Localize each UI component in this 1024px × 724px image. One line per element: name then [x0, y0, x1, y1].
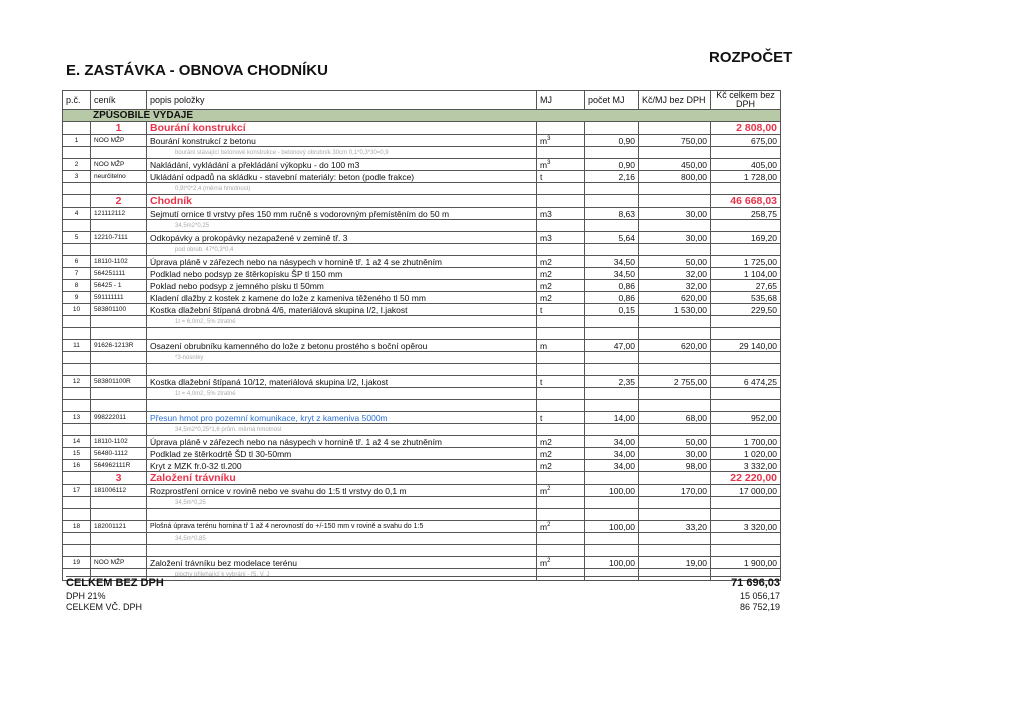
- row-quantity: 100,00: [585, 521, 639, 533]
- table-header-row: [63, 91, 781, 110]
- row-description: Odkopávky a prokopávky nezapažené v zemině tř. 3: [147, 232, 537, 244]
- row-number: 9: [63, 292, 91, 304]
- group-row: [63, 122, 781, 135]
- summary-vat-row: [66, 591, 780, 602]
- row-quantity: 2,35: [585, 376, 639, 388]
- row-description: Kostka dlažební štípaná 10/12, materiálová skupina I/2, I.jakost: [147, 376, 537, 388]
- row-unit: m3: [537, 232, 585, 244]
- table-row: [63, 557, 781, 569]
- row-number: 5: [63, 232, 91, 244]
- detail-text: *3-nosníky: [147, 352, 537, 364]
- row-unit: m: [537, 340, 585, 352]
- section-label: ZPŮSOBILÉ VÝDAJE: [63, 110, 781, 122]
- row-unit: $m^2$: [537, 557, 585, 569]
- row-description: Rozprostření ornice v rovině nebo ve svahu do 1:5 tl vrstvy do 0,1 m: [147, 485, 537, 497]
- row-description: Podklad nebo podsyp ze štěrkopísku ŠP tl 150 mm: [147, 268, 537, 280]
- row-code: 12210-7111: [91, 232, 147, 244]
- table-row: [63, 485, 781, 497]
- row-unit-price: 32,00: [639, 268, 711, 280]
- row-code: 121112112: [91, 208, 147, 220]
- row-description: Kryt z MZK fr.0-32 tl.200: [147, 460, 537, 472]
- detail-text: 34,5m2*0,25: [147, 220, 537, 232]
- row-description: Úprava pláně v zářezech nebo na násypech v hornině tř. 1 až 4 se zhutněním: [147, 256, 537, 268]
- detail-text: 34,5m*0,25: [147, 497, 537, 509]
- row-unit-price: 50,00: [639, 256, 711, 268]
- spacer-row: [63, 364, 781, 376]
- table-row: [63, 448, 781, 460]
- row-unit-price: 1 530,00: [639, 304, 711, 316]
- row-total: 1 020,00: [711, 448, 781, 460]
- row-total: 1 725,00: [711, 256, 781, 268]
- summary-grand-row: [66, 602, 780, 613]
- row-total: 952,00: [711, 412, 781, 424]
- row-quantity: 0,15: [585, 304, 639, 316]
- row-description: Přesun hmot pro pozemní komunikace, kryt z kameniva 5000m: [147, 412, 537, 424]
- detail-text: 1t = 4,0m2, 5% ztratné: [147, 388, 537, 400]
- row-code: 181006112: [91, 485, 147, 497]
- row-total: 3 320,00: [711, 521, 781, 533]
- col-header-popis: popis položky: [147, 91, 537, 110]
- row-quantity: 34,00: [585, 436, 639, 448]
- row-description: Kostka dlažební štípaná drobná 4/6, materiálová skupina I/2, I.jakost: [147, 304, 537, 316]
- detail-text: 1t = 6,0m2, 5% ztratné: [147, 316, 537, 328]
- table-row: [63, 412, 781, 424]
- row-number: 18: [63, 521, 91, 533]
- detail-text: plochy přilehající k vybrání - ř5, V, J: [147, 569, 537, 581]
- row-number: 10: [63, 304, 91, 316]
- summary-block: [66, 576, 780, 613]
- row-unit-price: 68,00: [639, 412, 711, 424]
- row-unit: $m^2$: [537, 521, 585, 533]
- row-unit-price: 98,00: [639, 460, 711, 472]
- row-code: NOO MŽP: [91, 135, 147, 147]
- row-number: 1: [63, 135, 91, 147]
- group-total: 46 668,03: [711, 195, 781, 208]
- row-total: 1 700,00: [711, 436, 781, 448]
- table-row: [63, 340, 781, 352]
- row-description: Bourání konstrukcí z betonu: [147, 135, 537, 147]
- row-code: 91626-1213R: [91, 340, 147, 352]
- row-unit-price: 800,00: [639, 171, 711, 183]
- row-code: 18110-1102: [91, 436, 147, 448]
- row-number: 3: [63, 171, 91, 183]
- detail-row: [63, 497, 781, 509]
- table-row: [63, 208, 781, 220]
- table-row: [63, 268, 781, 280]
- row-unit-price: 170,00: [639, 485, 711, 497]
- row-code: neurčitelno: [91, 171, 147, 183]
- row-unit-price: 19,00: [639, 557, 711, 569]
- detail-text: 34,5m*0,85: [147, 533, 537, 545]
- detail-row: [63, 316, 781, 328]
- budget-table: [62, 90, 781, 581]
- row-code: 583801100R: [91, 376, 147, 388]
- table-row: [63, 159, 781, 171]
- row-number: 13: [63, 412, 91, 424]
- row-description: Osazení obrubníku kamenného do lože z betonu prostého s boční opěrou: [147, 340, 537, 352]
- group-total: 2 808,00: [711, 122, 781, 135]
- row-code: 564962111R: [91, 460, 147, 472]
- row-unit-price: 30,00: [639, 208, 711, 220]
- row-quantity: 5,64: [585, 232, 639, 244]
- col-header-pc: p.č.: [63, 91, 91, 110]
- row-number: 11: [63, 340, 91, 352]
- detail-text: 0,9t*0*2,4 (měrná hmotnost): [147, 183, 537, 195]
- row-unit-price: 750,00: [639, 135, 711, 147]
- group-name: Bourání konstrukcí: [147, 122, 537, 135]
- table-row: [63, 292, 781, 304]
- row-unit: t: [537, 376, 585, 388]
- row-number: 16: [63, 460, 91, 472]
- row-unit: t: [537, 304, 585, 316]
- row-unit-price: 620,00: [639, 292, 711, 304]
- row-number: 6: [63, 256, 91, 268]
- group-total: 22 220,00: [711, 472, 781, 485]
- row-unit: $m^3$: [537, 159, 585, 171]
- detail-row: [63, 352, 781, 364]
- row-code: 564251111: [91, 268, 147, 280]
- spacer-row: [63, 328, 781, 340]
- document-heading: ROZPOČET: [709, 49, 793, 66]
- row-unit: m2: [537, 256, 585, 268]
- row-total: 3 332,00: [711, 460, 781, 472]
- col-header-total: Kč celkem bez DPH: [711, 91, 781, 110]
- row-quantity: 2,16: [585, 171, 639, 183]
- row-number: 19: [63, 557, 91, 569]
- row-quantity: 0,90: [585, 159, 639, 171]
- section-row: [63, 110, 781, 122]
- row-number: 12: [63, 376, 91, 388]
- spacer-row: [63, 400, 781, 412]
- row-quantity: 0,86: [585, 280, 639, 292]
- col-header-kc-mj: Kč/MJ bez DPH: [639, 91, 711, 110]
- table-row: [63, 376, 781, 388]
- row-quantity: 0,86: [585, 292, 639, 304]
- row-number: 14: [63, 436, 91, 448]
- row-quantity: 34,00: [585, 460, 639, 472]
- group-name: Chodník: [147, 195, 537, 208]
- summary-vat-label: DPH 21%: [66, 591, 106, 601]
- group-number: 2: [91, 195, 147, 208]
- summary-total-label: CELKEM BEZ DPH: [66, 577, 164, 589]
- row-unit-price: 33,20: [639, 521, 711, 533]
- row-unit-price: 450,00: [639, 159, 711, 171]
- summary-vat-value: 15 056,17: [739, 591, 780, 601]
- detail-text: bourání stávající betonové konstrukce - betonový obrubník 30cm 0,1*0,3*30=0,9: [147, 147, 537, 159]
- row-unit-price: 620,00: [639, 340, 711, 352]
- summary-total-value: 71 696,03: [731, 577, 780, 589]
- row-description: Ukládání odpadů na skládku - stavební materiály: beton (podle frakce): [147, 171, 537, 183]
- row-code: 583801100: [91, 304, 147, 316]
- row-description: Plošná úprava terénu hornina tř 1 až 4 nerovností do +/-150 mm v rovině a svahu do 1:5: [147, 521, 537, 533]
- row-total: 535,68: [711, 292, 781, 304]
- group-name: Založení trávníku: [147, 472, 537, 485]
- row-total: 27,65: [711, 280, 781, 292]
- summary-total-row: [66, 577, 780, 591]
- row-total: 675,00: [711, 135, 781, 147]
- row-total: 17 000,00: [711, 485, 781, 497]
- row-unit-price: 30,00: [639, 232, 711, 244]
- summary-grand-label: CELKEM VČ. DPH: [66, 602, 143, 612]
- row-quantity: 34,00: [585, 448, 639, 460]
- row-quantity: 34,50: [585, 268, 639, 280]
- row-total: 1 900,00: [711, 557, 781, 569]
- row-total: 6 474,25: [711, 376, 781, 388]
- row-number: 4: [63, 208, 91, 220]
- table-row: [63, 436, 781, 448]
- row-quantity: 34,50: [585, 256, 639, 268]
- row-code: 56480-1112: [91, 448, 147, 460]
- row-unit: m2: [537, 436, 585, 448]
- row-number: 7: [63, 268, 91, 280]
- row-total: 29 140,00: [711, 340, 781, 352]
- row-quantity: 100,00: [585, 557, 639, 569]
- row-code: 998222011: [91, 412, 147, 424]
- row-total: 229,50: [711, 304, 781, 316]
- detail-text: 34,5m2*0,25*1,6 prům. měrná hmotnost: [147, 424, 537, 436]
- row-code: 56425 - 1: [91, 280, 147, 292]
- row-description: Nakládání, vykládání a překládání výkopku - do 100 m3: [147, 159, 537, 171]
- row-quantity: 0,90: [585, 135, 639, 147]
- row-total: 258,75: [711, 208, 781, 220]
- detail-row: [63, 388, 781, 400]
- row-unit: t: [537, 171, 585, 183]
- table-row: [63, 304, 781, 316]
- spacer-row: [63, 545, 781, 557]
- col-header-pocet: počet MJ: [585, 91, 639, 110]
- row-description: Úprava pláně v zářezech nebo na násypech v hornině tř. 1 až 4 se zhutněním: [147, 436, 537, 448]
- row-number: 2: [63, 159, 91, 171]
- row-total: 405,00: [711, 159, 781, 171]
- detail-row: [63, 220, 781, 232]
- detail-row: [63, 147, 781, 159]
- row-quantity: 8,63: [585, 208, 639, 220]
- group-number: 3: [91, 472, 147, 485]
- row-unit-price: 50,00: [639, 436, 711, 448]
- row-total: 1 728,00: [711, 171, 781, 183]
- table-row: [63, 460, 781, 472]
- row-number: 8: [63, 280, 91, 292]
- row-total: 169,20: [711, 232, 781, 244]
- group-number: 1: [91, 122, 147, 135]
- detail-row: [63, 424, 781, 436]
- row-unit-price: 30,00: [639, 448, 711, 460]
- row-unit: t: [537, 412, 585, 424]
- summary-grand-value: 86 752,19: [739, 602, 780, 612]
- row-quantity: 100,00: [585, 485, 639, 497]
- row-unit: m2: [537, 280, 585, 292]
- group-row: [63, 195, 781, 208]
- col-header-cenik: ceník: [91, 91, 147, 110]
- table-row: [63, 521, 781, 533]
- col-header-mj: MJ: [537, 91, 585, 110]
- row-unit: m2: [537, 292, 585, 304]
- row-number: 15: [63, 448, 91, 460]
- row-description: Založení trávníku bez modelace terénu: [147, 557, 537, 569]
- spacer-row: [63, 509, 781, 521]
- row-unit: m2: [537, 268, 585, 280]
- row-quantity: 14,00: [585, 412, 639, 424]
- group-row: [63, 472, 781, 485]
- row-code: 18110-1102: [91, 256, 147, 268]
- table-row: [63, 280, 781, 292]
- row-code: 591111111: [91, 292, 147, 304]
- row-unit: m2: [537, 448, 585, 460]
- row-description: Podklad ze štěrkodrtě ŠD tl 30-50mm: [147, 448, 537, 460]
- detail-text: pod obrub. 47*0,3*0,4: [147, 244, 537, 256]
- row-unit-price: 2 755,00: [639, 376, 711, 388]
- row-unit: m2: [537, 460, 585, 472]
- row-number: 17: [63, 485, 91, 497]
- row-total: 1 104,00: [711, 268, 781, 280]
- row-code: 182001121: [91, 521, 147, 533]
- document-title: E. ZASTÁVKA - OBNOVA CHODNÍKU: [66, 62, 328, 79]
- table-row: [63, 232, 781, 244]
- detail-row: [63, 183, 781, 195]
- detail-row: [63, 244, 781, 256]
- row-quantity: 47,00: [585, 340, 639, 352]
- row-unit-price: 32,00: [639, 280, 711, 292]
- row-code: NOO MŽP: [91, 159, 147, 171]
- detail-row: [63, 533, 781, 545]
- row-description: Poklad nebo podsyp z jemného písku tl 50mm: [147, 280, 537, 292]
- row-description: Kladení dlažby z kostek z kamene do lože z kameniva těženého tl 50 mm: [147, 292, 537, 304]
- row-description: Sejmutí ornice tl vrstvy přes 150 mm ručně s vodorovným přemístěním do 50 m: [147, 208, 537, 220]
- row-unit: m3: [537, 208, 585, 220]
- row-unit: $m^2$: [537, 485, 585, 497]
- table-row: [63, 135, 781, 147]
- table-row: [63, 256, 781, 268]
- row-code: NOO MŽP: [91, 557, 147, 569]
- table-row: [63, 171, 781, 183]
- row-unit: $m^3$: [537, 135, 585, 147]
